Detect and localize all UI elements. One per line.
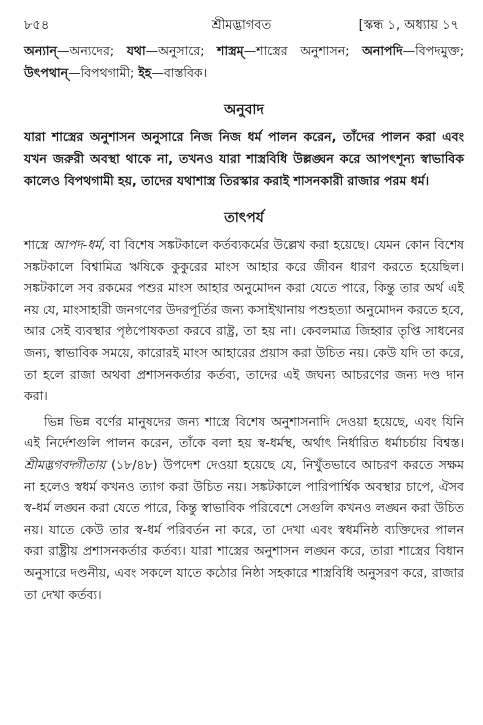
purport-paragraph-2: ভিন্ন ভিন্ন বর্ণের মানুষদের জন্য শাস্ত্রে বিশেষ অনুশাসনাদি দেওয়া হয়েছে, এবং যিনি এই নির্দেশগুলি পালন করেন, তাঁকে বলা হয় স্ব-ধর্মস্থ, অর্থাৎ নির্ধারিত ধর্মাচর্চায় বিশ্বস্ত। শ্রীমদ্ভগবদ্গীতায় (১৮/৪৮) উপদেশ দেওয়া হয়েছে যে, নিখুঁতভাবে আচরণ করতে সক্ষম না হলেও স্বধর্ম কখনও ত্যাগ করা উচিত নয়। সঙ্কটকালে পারিপার্শ্বিক অবস্থার চাপে, ঐসব স্ব-ধর্ম লঙ্ঘন করা যেতে পারে, কিন্তু স্বাভাবিক পরিবেশে সেগুলি কখনও লঙ্ঘন করা উচিত নয়। যাতে কেউ তার স্ব-ধর্ম পরিবর্তন না করে, তা দেখা এবং স্বধর্মনিষ্ঠ ব্যক্তিদের পালন করা রাষ্ট্রীয় প্রশাসনকর্তার কর্তব্য। যারা শাস্ত্রের অনুশাসন লঙ্ঘন করে, তারা শাস্ত্রের বিধান অনুসারে দণ্ডনীয়, এবং সকলে যাতে কঠোর নিষ্ঠা সহকারে শাস্ত্রবিধি অনুসরণ করে, রাজার তা দেখা কর্তব্য।	[24, 413, 464, 602]
synonym-entry: অনাপদি—বিপদমুক্ত;	[362, 43, 465, 58]
synonym-entry: অন্যান্—অন্যদের;	[24, 43, 127, 58]
purport-paragraph-1: শাস্ত্রে আপদ-ধর্ম, বা বিশেষ সঙ্কটকালে কর্তব্যকর্মের উল্লেখ করা হয়েছে। যেমন কোন বিশেষ সঙ্কটকালে বিশ্বামিত্র ঋষিকে কুকুরের মাংস আহার করে জীবন ধারণ করতে হয়েছিল। সঙ্কটকালে সব রকমের পশুর মাংস আহার অনুমোদন করা যেতে পারে, কিন্তু তার অর্থ এই নয় যে, মাংসাহারী জনগণের উদরপূর্তির জন্য কসাইখানায় পশুহত্যা অনুমোদন করতে হবে, আর সেই ব্যবস্থার পৃষ্ঠপোষকতা করবে রাষ্ট্র, তা হয় না। কেবলমাত্র জিহ্বার তৃপ্তি সাধনের জন্য, স্বাভাবিক সময়ে, কারোরই মাংস আহারের প্রয়াস করা উচিত নয়। কেউ যদি তা করে, তা হলে রাজা অথবা প্রশাসনকর্তার কর্তব্য, তাদের এই জঘন্য আচরণের জন্য দণ্ড দান করা।	[24, 237, 464, 404]
page-number: ৮৫৪	[24, 18, 50, 33]
synonym-entry: শাস্ত্রম্—শাস্ত্রের অনুশাসন;	[217, 43, 363, 58]
synonym-entry: উৎপথান্—বিপথগামী;	[24, 65, 139, 80]
book-title: শ্রীমদ্ভাগবত	[211, 18, 272, 33]
translation-heading: অনুবাদ	[224, 102, 264, 118]
chapter-reference: [স্কন্ধ ১, অধ্যায় ১৭	[358, 18, 459, 33]
synonym-entry: ইহ—বাস্তবিক।	[138, 65, 208, 80]
translation-text: যারা শাস্ত্রের অনুশাসন অনুসারে নিজ নিজ ধর্ম পালন করেন, তাঁদের পালন করা এবং যখন জরুরী অবস্থা থাকে না, তখনও যারা শাস্ত্রবিধি উল্লঙ্ঘন করে আপৎশূন্য স্বাভাবিক কালেও বিপথগামী হয়, তাদের যথাশাস্ত্র তিরস্কার করাই শাসনকারী রাজার পরম ধর্ম।	[24, 129, 464, 188]
purport-heading: তাৎপর্য	[224, 210, 264, 226]
page-body	[24, 40, 464, 605]
synonyms	[24, 40, 464, 84]
running-header	[0, 14, 483, 36]
synonym-entry: যথা—অনুসারে;	[126, 43, 218, 58]
